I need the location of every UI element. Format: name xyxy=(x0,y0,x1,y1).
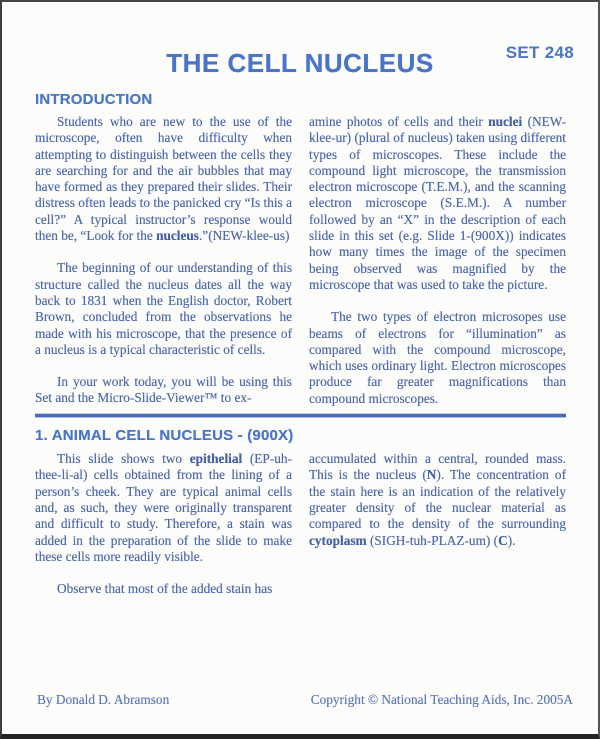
intro-left-paragraph-1: Students who are new to the use of the microscope, often have difficulty when attempting to distinguish between the cells they are searching for and the air bubbles that may have formed as they prepared their slides. Their distress often leads to the panicked cry “Is this a cell?” A typical instructor’s response would then be, “Look for the nucleus.”(NEW-klee-us) xyxy=(35,114,292,244)
introduction-heading: INTRODUCTION xyxy=(35,91,153,108)
intro-right-paragraph-2: The two types of electron microsopes use beams of electrons for “illumination” as compared with the compound microscope, which uses ordinary light. Electron microscopes produce far greater magnifications than compound microscopes. xyxy=(309,309,566,406)
page-content xyxy=(2,92,598,597)
section-1-left-column xyxy=(35,451,292,597)
section-1-left-paragraph-2: Observe that most of the added stain has xyxy=(57,581,273,597)
section-divider-rule xyxy=(35,414,566,417)
section-1-columns xyxy=(35,451,566,597)
section-1-right-column xyxy=(309,451,566,597)
copyright-notice: Copyright © National Teaching Aids, Inc. 2005A xyxy=(310,692,573,707)
set-number-label: SET 248 xyxy=(505,43,574,62)
intro-right-column xyxy=(309,114,566,407)
section-1-right-paragraph-1: accumulated within a central, rounded mass. This is the nucleus (N). The concentration of the stain here is an indication of the relatively greater density of the nuclear material as compared to the density of the surrounding cytoplasm (SIGH-tuh-PLAZ-um) (C). xyxy=(309,451,566,548)
author-credit: By Donald D. Abramson xyxy=(37,692,170,707)
intro-left-paragraph-2: The beginning of our understanding of this structure called the nucleus dates all the way back to 1831 when the English doctor, Robert Brown, concluded from the observations he made with his microscope, that the presence of a nucleus is a typical characteristic of cells. xyxy=(35,260,292,357)
intro-columns xyxy=(35,114,566,407)
page-footer xyxy=(37,692,573,708)
section-1-left-paragraph-1: This slide shows two epithelial (EP-uh-thee-li-al) cells obtained from the lining of a person’s cheek. They are typical animal cells and, as such, they were originally transparent and difficult to study. Therefore, a stain was added in the preparation of the slide to make these cells more readily visible. xyxy=(35,451,292,564)
intro-right-paragraph-1: amine photos of cells and their nuclei (NEW-klee-ur) (plural of nucleus) taken using different types of microscopes. These include the compound light microscope, the transmission electron microscope (T.E.M.), and the scanning electron microscope (S.E.M.). A number followed by an “X” in the description of each slide in this set (e.g. Slide 1-(900X)) indicates how many times the image of the specimen being observed was magnified by the microscope that was used to take the picture. xyxy=(309,114,566,292)
page-title: THE CELL NUCLEUS xyxy=(166,48,434,78)
intro-left-column xyxy=(35,114,292,407)
intro-left-paragraph-3: In your work today, you will be using this Set and the Micro-Slide-Viewer™ to ex- xyxy=(35,374,292,406)
section-1-heading: 1. ANIMAL CELL NUCLEUS - (900X) xyxy=(35,427,294,445)
